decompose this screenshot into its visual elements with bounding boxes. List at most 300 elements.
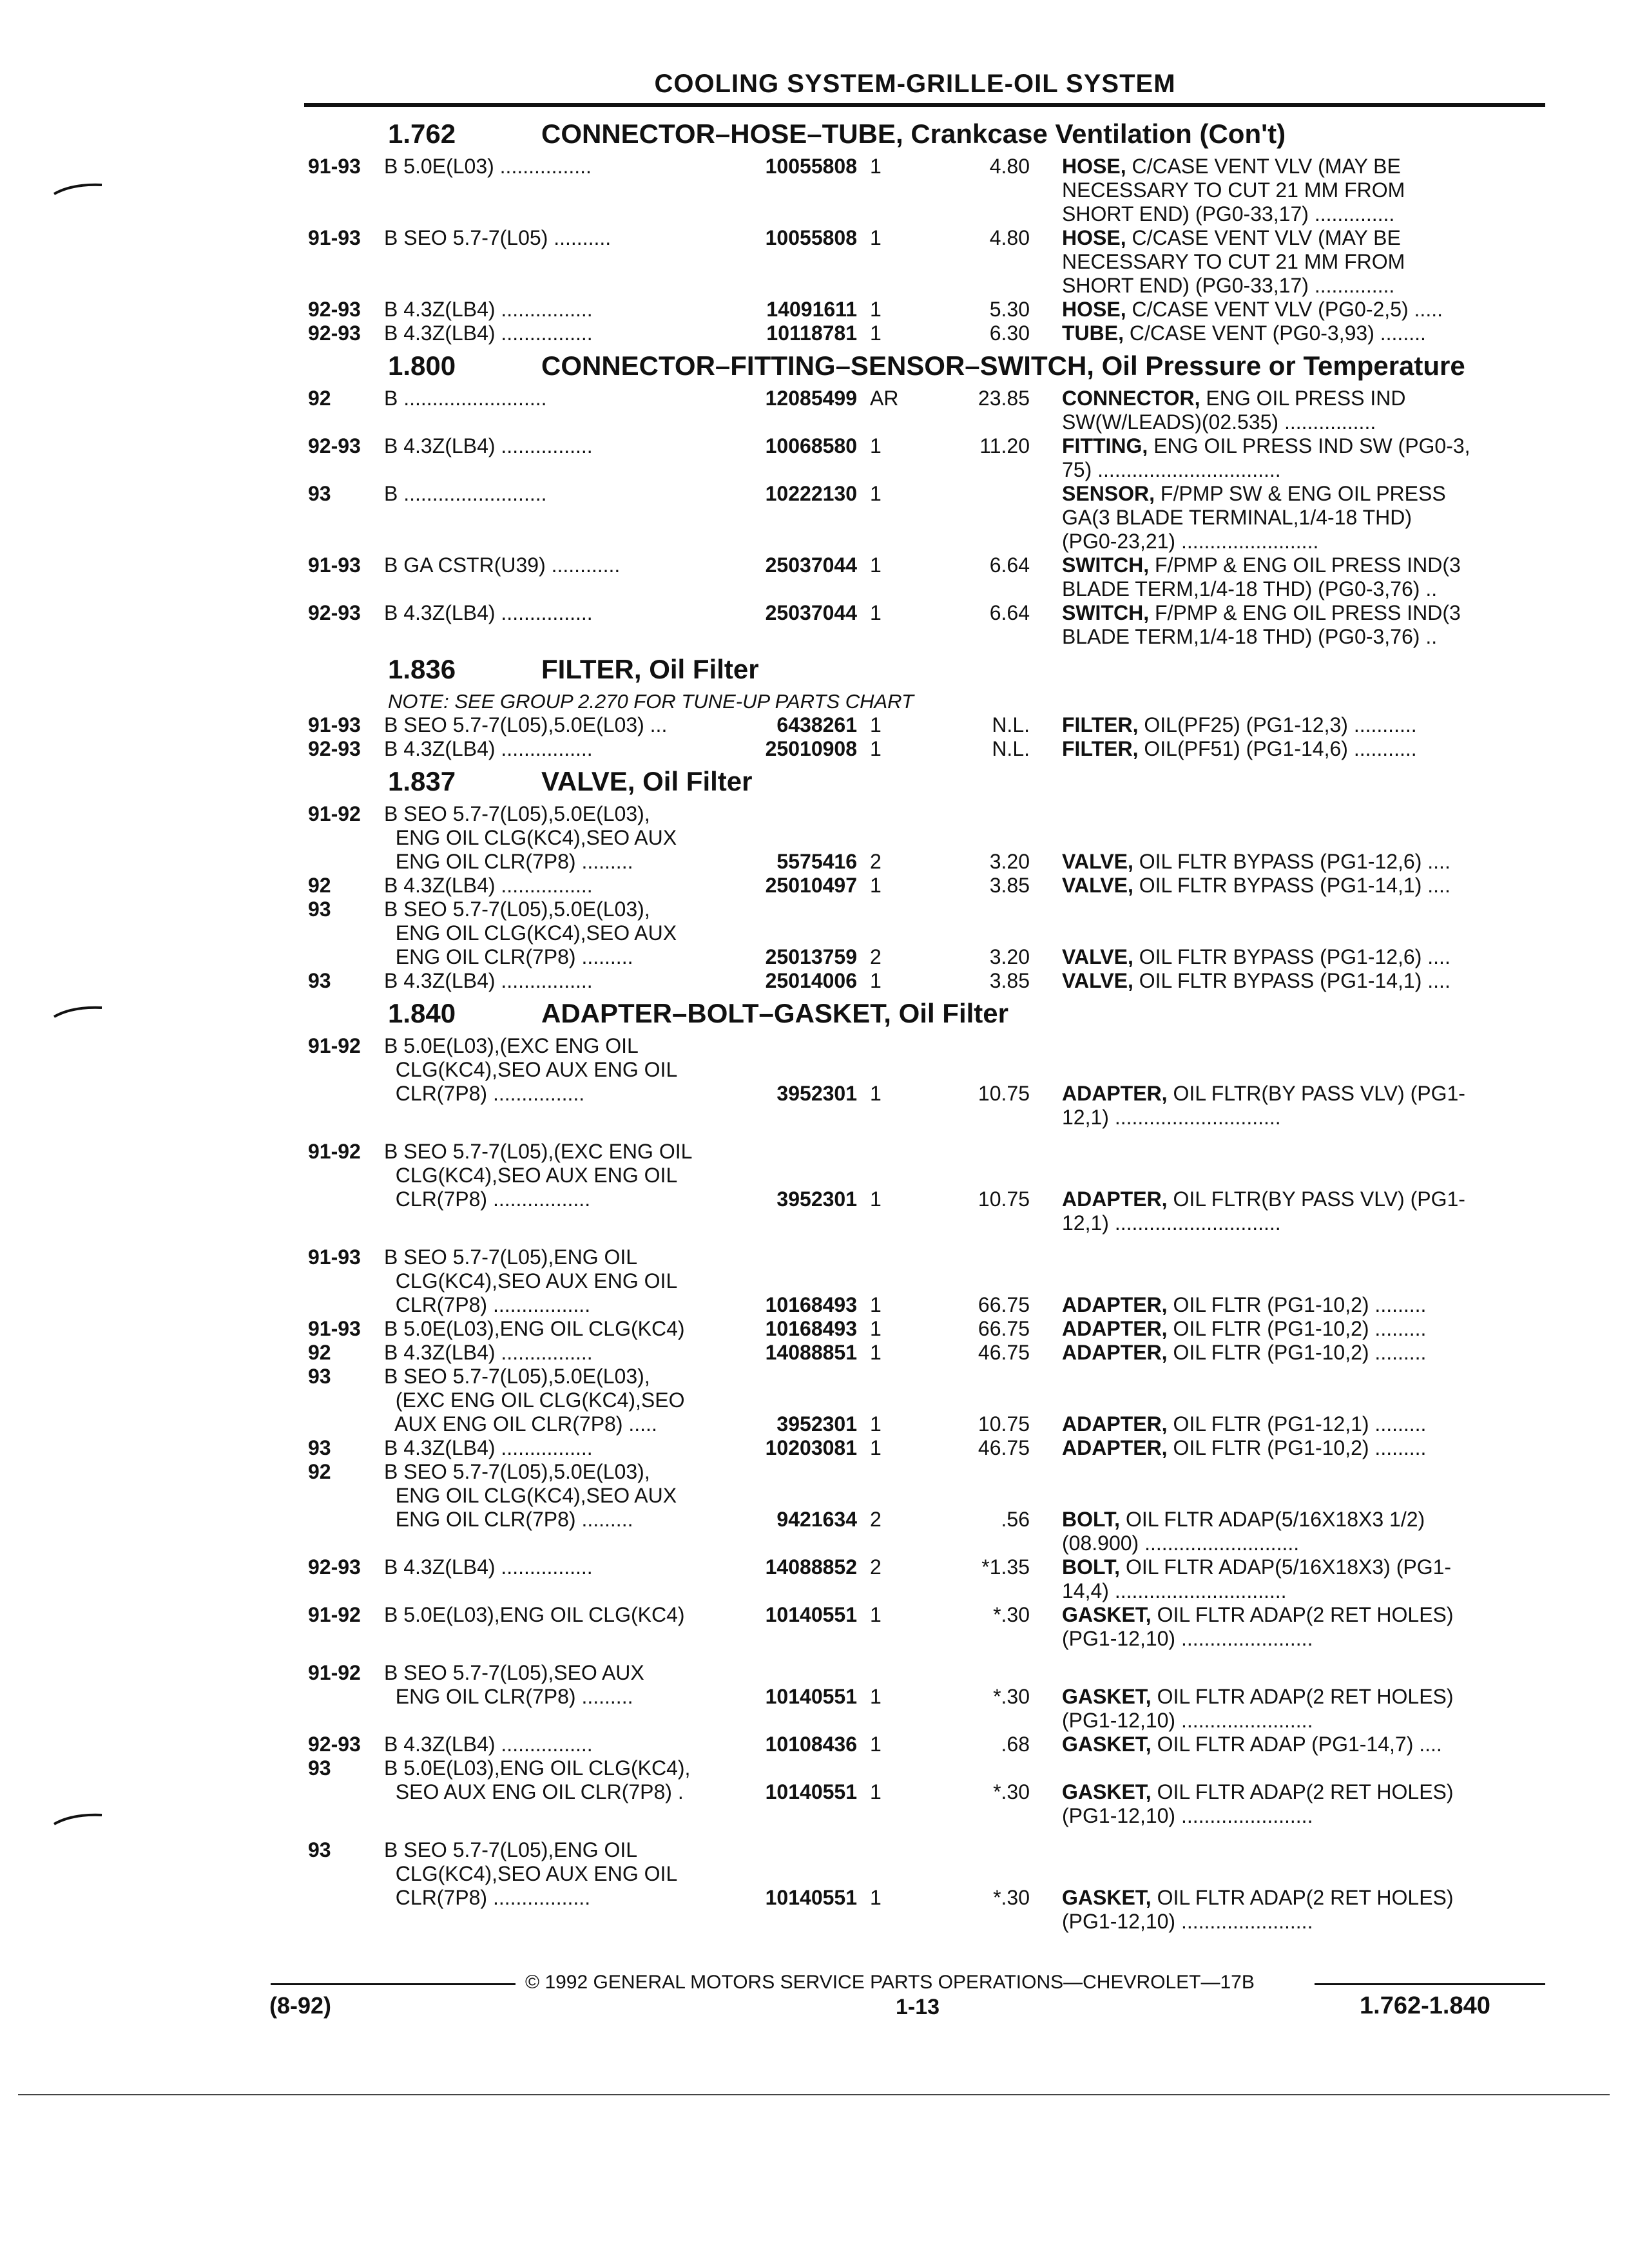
list-price: N.L.: [992, 713, 1030, 736]
list-price: .68: [1001, 1733, 1030, 1756]
scan-edge-line: [18, 2094, 1610, 2095]
parts-row: [0, 506, 1629, 530]
part-description: [1062, 155, 1401, 178]
part-description: [1062, 1886, 1454, 1910]
section-number: 1.836: [388, 654, 456, 684]
part-number: 10222130: [765, 482, 857, 505]
model-years: 93: [308, 1838, 331, 1861]
footer-rule: [1315, 1983, 1545, 1985]
list-price: 3.85: [989, 874, 1030, 897]
parts-row: [0, 1187, 1629, 1211]
description-continued: BLADE TERM,1/4-18 THD) (PG0-3,76) ..: [1062, 625, 1438, 648]
parts-row: [0, 969, 1629, 993]
footer-copyright: © 1992 GENERAL MOTORS SERVICE PARTS OPERATIONS—CHEVROLET—17B: [525, 1972, 1255, 1993]
quantity: 1: [870, 1685, 882, 1708]
model-engine-usage: B .........................: [384, 387, 547, 410]
quantity: 1: [870, 322, 882, 345]
part-description: [1062, 482, 1446, 506]
list-price: 6.64: [989, 601, 1030, 624]
part-detail: OIL FLTR ADAP(2 RET HOLES): [1151, 1603, 1454, 1626]
part-noun: HOSE,: [1062, 155, 1126, 178]
part-detail: C/CASE VENT VLV (MAY BE: [1126, 155, 1401, 178]
part-description: [1062, 1733, 1442, 1756]
model-engine-usage: CLG(KC4),SEO AUX ENG OIL: [384, 1862, 678, 1885]
list-price: 66.75: [978, 1317, 1030, 1340]
part-number: 10108436: [765, 1733, 857, 1756]
description-continued: 12,1) .............................: [1062, 1211, 1281, 1235]
part-detail: C/CASE VENT (PG0-3,93) ........: [1124, 322, 1426, 345]
part-number: 10140551: [765, 1886, 857, 1909]
footer-revision-date: (8-92): [269, 1992, 332, 2019]
part-noun: ADAPTER,: [1062, 1317, 1168, 1340]
parts-row: [0, 1365, 1629, 1389]
part-detail: OIL(PF51) (PG1-14,6) ...........: [1138, 737, 1417, 760]
description-continued: GA(3 BLADE TERMINAL,1/4-18 THD): [1062, 506, 1412, 529]
model-engine-usage: B SEO 5.7-7(L05),5.0E(L03),: [384, 1365, 650, 1388]
part-noun: VALVE,: [1062, 945, 1133, 968]
list-price: 46.75: [978, 1436, 1030, 1459]
part-detail: OIL FLTR ADAP(2 RET HOLES): [1151, 1685, 1454, 1708]
list-price: 3.85: [989, 969, 1030, 992]
part-number: 14088852: [765, 1555, 857, 1579]
parts-row: [0, 826, 1629, 850]
part-noun: ADAPTER,: [1062, 1436, 1168, 1459]
section-title: VALVE, Oil Filter: [541, 766, 753, 796]
model-engine-usage: CLG(KC4),SEO AUX ENG OIL: [384, 1164, 678, 1187]
part-noun: HOSE,: [1062, 226, 1126, 249]
section-title: FILTER, Oil Filter: [541, 654, 759, 684]
parts-row: [0, 1532, 1629, 1555]
section-header: [0, 761, 1629, 802]
parts-row: [0, 322, 1629, 345]
list-price: *.30: [993, 1603, 1030, 1626]
part-description: [1062, 737, 1417, 761]
list-price: 10.75: [978, 1412, 1030, 1436]
section-title: CONNECTOR–HOSE–TUBE, Crankcase Ventilation (Con't): [541, 119, 1286, 149]
parts-row: [0, 713, 1629, 737]
quantity: 1: [870, 226, 882, 249]
model-engine-usage: AUX ENG OIL CLR(7P8) .....: [384, 1412, 657, 1436]
part-detail: OIL FLTR(BY PASS VLV) (PG1-: [1167, 1082, 1465, 1105]
part-noun: ADAPTER,: [1062, 1293, 1168, 1316]
model-engine-usage: CLG(KC4),SEO AUX ENG OIL: [384, 1269, 678, 1293]
parts-row: [0, 1293, 1629, 1317]
model-years: 91-92: [308, 1034, 361, 1057]
list-price: 6.30: [989, 322, 1030, 345]
part-number: 12085499: [765, 387, 857, 410]
part-detail: F/PMP & ENG OIL PRESS IND(3: [1149, 601, 1461, 624]
model-years: 92-93: [308, 322, 361, 345]
section-number: 1.840: [388, 998, 456, 1028]
quantity: 1: [870, 1780, 882, 1803]
model-years: 91-93: [308, 155, 361, 178]
parts-row: [0, 1269, 1629, 1293]
model-years: 91-93: [308, 1317, 361, 1340]
part-noun: GASKET,: [1062, 1780, 1152, 1803]
part-number: 9421634: [776, 1508, 857, 1531]
model-years: 92-93: [308, 434, 361, 457]
parts-row: [0, 1627, 1629, 1651]
part-description: [1062, 969, 1451, 993]
parts-row: [0, 1780, 1629, 1804]
parts-row: [0, 1245, 1629, 1269]
part-number: 10168493: [765, 1317, 857, 1340]
part-detail: OIL(PF25) (PG1-12,3) ...........: [1138, 713, 1417, 736]
row-gap: [0, 1129, 1629, 1140]
parts-row: [0, 1555, 1629, 1579]
part-detail: C/CASE VENT VLV (PG0-2,5) .....: [1126, 298, 1443, 321]
model-engine-usage: B SEO 5.7-7(L05),5.0E(L03),: [384, 1460, 650, 1483]
parts-row: [0, 1484, 1629, 1508]
description-continued: (PG1-12,10) .......................: [1062, 1709, 1313, 1732]
part-description: [1062, 434, 1470, 458]
part-detail: OIL FLTR BYPASS (PG1-12,6) ....: [1133, 945, 1451, 968]
part-noun: FITTING,: [1062, 434, 1148, 457]
parts-row: [0, 250, 1629, 274]
parts-row: [0, 577, 1629, 601]
list-price: 10.75: [978, 1187, 1030, 1211]
part-description: [1062, 713, 1417, 737]
model-engine-usage: B .........................: [384, 482, 547, 505]
model-engine-usage: ENG OIL CLR(7P8) .........: [384, 1508, 633, 1531]
parts-row: [0, 1211, 1629, 1235]
parts-row: [0, 553, 1629, 577]
description-continued: SHORT END) (PG0-33,17) ..............: [1062, 202, 1395, 226]
section-note: [0, 690, 1629, 713]
part-description: [1062, 1412, 1426, 1436]
part-number: 10068580: [765, 434, 857, 457]
part-noun: VALVE,: [1062, 969, 1133, 992]
part-noun: GASKET,: [1062, 1685, 1152, 1708]
model-engine-usage: B SEO 5.7-7(L05),ENG OIL: [384, 1838, 638, 1861]
parts-row: [0, 1603, 1629, 1627]
list-price: *1.35: [981, 1555, 1030, 1579]
part-noun: BOLT,: [1062, 1508, 1121, 1531]
parts-row: [0, 1436, 1629, 1460]
model-years: 91-93: [308, 226, 361, 249]
description-continued: 12,1) .............................: [1062, 1106, 1281, 1129]
parts-row: [0, 1910, 1629, 1934]
section-number: 1.762: [388, 119, 456, 149]
description-continued: 75) ................................: [1062, 458, 1281, 481]
parts-row: [0, 1862, 1629, 1886]
part-number: 14088851: [765, 1341, 857, 1364]
part-description: [1062, 226, 1401, 250]
quantity: 1: [870, 155, 882, 178]
parts-row: [0, 178, 1629, 202]
list-price: 10.75: [978, 1082, 1030, 1105]
part-description: [1062, 1780, 1454, 1804]
part-description: [1062, 1603, 1454, 1627]
part-description: [1062, 1508, 1425, 1532]
part-description: [1062, 387, 1405, 410]
parts-row: [0, 1733, 1629, 1756]
model-engine-usage: SEO AUX ENG OIL CLR(7P8) .: [384, 1780, 684, 1803]
part-detail: OIL FLTR(BY PASS VLV) (PG1-: [1167, 1187, 1465, 1211]
part-number: 6438261: [776, 713, 857, 736]
section-header: [0, 993, 1629, 1034]
parts-row: [0, 1106, 1629, 1129]
model-years: 91-92: [308, 802, 361, 825]
model-engine-usage: B SEO 5.7-7(L05),5.0E(L03),: [384, 802, 650, 825]
model-engine-usage: CLG(KC4),SEO AUX ENG OIL: [384, 1058, 678, 1081]
list-price: *.30: [993, 1685, 1030, 1708]
list-price: 66.75: [978, 1293, 1030, 1316]
model-years: 93: [308, 482, 331, 505]
model-engine-usage: B 4.3Z(LB4) ................: [384, 322, 593, 345]
quantity: 1: [870, 1603, 882, 1626]
description-continued: NECESSARY TO CUT 21 MM FROM: [1062, 250, 1405, 273]
model-years: 92-93: [308, 1555, 361, 1579]
parts-row: [0, 458, 1629, 482]
part-number: 14091611: [766, 298, 857, 321]
list-price: 3.20: [989, 945, 1030, 968]
model-engine-usage: B 4.3Z(LB4) ................: [384, 737, 593, 760]
part-noun: ADAPTER,: [1062, 1187, 1168, 1211]
quantity: 1: [870, 1341, 882, 1364]
section-title: CONNECTOR–FITTING–SENSOR–SWITCH, Oil Pressure or Temperature: [541, 351, 1465, 381]
part-number: 25037044: [765, 601, 857, 624]
parts-row: [0, 1164, 1629, 1187]
list-price: 46.75: [978, 1341, 1030, 1364]
part-noun: CONNECTOR,: [1062, 387, 1200, 410]
model-years: 92: [308, 387, 331, 410]
model-years: 92: [308, 1460, 331, 1483]
model-engine-usage: B 4.3Z(LB4) ................: [384, 874, 593, 897]
part-number: 25010497: [765, 874, 857, 897]
part-noun: GASKET,: [1062, 1603, 1152, 1626]
quantity: 1: [870, 1293, 882, 1316]
model-engine-usage: ENG OIL CLG(KC4),SEO AUX: [384, 921, 677, 945]
model-engine-usage: B 5.0E(L03),ENG OIL CLG(KC4): [384, 1603, 685, 1626]
description-continued: (PG1-12,10) .......................: [1062, 1627, 1313, 1650]
part-detail: ENG OIL PRESS IND: [1200, 387, 1406, 410]
section-title: ADAPTER–BOLT–GASKET, Oil Filter: [541, 998, 1008, 1028]
part-noun: ADAPTER,: [1062, 1082, 1168, 1105]
section-header: [0, 345, 1629, 387]
model-engine-usage: CLR(7P8) .................: [384, 1293, 591, 1316]
quantity: 1: [870, 553, 882, 577]
model-engine-usage: B SEO 5.7-7(L05),(EXC ENG OIL: [384, 1140, 693, 1163]
part-detail: F/PMP SW & ENG OIL PRESS: [1155, 482, 1446, 505]
part-number: 10055808: [765, 155, 857, 178]
model-engine-usage: B 5.0E(L03),ENG OIL CLG(KC4): [384, 1317, 685, 1340]
part-detail: ENG OIL PRESS IND SW (PG0-3,: [1148, 434, 1470, 457]
quantity: 2: [870, 850, 882, 873]
quantity: 1: [870, 601, 882, 624]
model-engine-usage: B SEO 5.7-7(L05),ENG OIL: [384, 1245, 638, 1269]
part-noun: SWITCH,: [1062, 601, 1150, 624]
model-engine-usage: B 4.3Z(LB4) ................: [384, 298, 593, 321]
model-engine-usage: B SEO 5.7-7(L05),5.0E(L03),: [384, 898, 650, 921]
parts-row: [0, 1034, 1629, 1058]
parts-row: [0, 202, 1629, 226]
parts-row: [0, 1140, 1629, 1164]
part-description: [1062, 1317, 1426, 1341]
model-engine-usage: ENG OIL CLR(7P8) .........: [384, 1685, 633, 1708]
parts-row: [0, 802, 1629, 826]
model-engine-usage: B 4.3Z(LB4) ................: [384, 434, 593, 457]
description-continued: SHORT END) (PG0-33,17) ..............: [1062, 274, 1395, 297]
parts-listing: [0, 113, 1629, 1934]
model-engine-usage: CLR(7P8) ................: [384, 1082, 585, 1105]
part-detail: OIL FLTR ADAP(5/16X18X3) (PG1-: [1120, 1555, 1452, 1579]
part-description: [1062, 553, 1461, 577]
model-engine-usage: B 4.3Z(LB4) ................: [384, 1555, 593, 1579]
model-engine-usage: CLR(7P8) .................: [384, 1886, 591, 1909]
part-noun: SWITCH,: [1062, 553, 1150, 577]
parts-row: [0, 226, 1629, 250]
model-years: 92: [308, 874, 331, 897]
part-noun: SENSOR,: [1062, 482, 1155, 505]
footer-page-number: 1-13: [896, 1995, 940, 2019]
part-detail: C/CASE VENT VLV (MAY BE: [1126, 226, 1401, 249]
quantity: 2: [870, 1555, 882, 1579]
list-price: 6.64: [989, 553, 1030, 577]
part-noun: HOSE,: [1062, 298, 1126, 321]
list-price: N.L.: [992, 737, 1030, 760]
part-detail: OIL FLTR (PG1-10,2) .........: [1167, 1293, 1427, 1316]
parts-row: [0, 1508, 1629, 1532]
list-price: 4.80: [989, 226, 1030, 249]
part-number: 25010908: [765, 737, 857, 760]
part-detail: OIL FLTR (PG1-12,1) .........: [1167, 1412, 1427, 1436]
part-noun: VALVE,: [1062, 850, 1133, 873]
footer-rule: [271, 1983, 516, 1985]
part-description: [1062, 1293, 1426, 1317]
model-years: 91-92: [308, 1661, 361, 1684]
part-detail: OIL FLTR ADAP(2 RET HOLES): [1151, 1780, 1454, 1803]
parts-row: [0, 1886, 1629, 1910]
parts-row: [0, 737, 1629, 761]
model-engine-usage: B GA CSTR(U39) ............: [384, 553, 621, 577]
parts-row: [0, 945, 1629, 969]
model-years: 91-93: [308, 713, 361, 736]
model-engine-usage: B 4.3Z(LB4) ................: [384, 1436, 593, 1459]
part-noun: VALVE,: [1062, 874, 1133, 897]
part-detail: OIL FLTR ADAP(5/16X18X3 1/2): [1120, 1508, 1425, 1531]
parts-row: [0, 482, 1629, 506]
description-continued: SW(W/LEADS)(02.535) ................: [1062, 410, 1376, 434]
parts-row: [0, 1058, 1629, 1082]
parts-row: [0, 298, 1629, 322]
model-years: 91-92: [308, 1603, 361, 1626]
quantity: 1: [870, 1436, 882, 1459]
list-price: *.30: [993, 1886, 1030, 1909]
section-header: [0, 113, 1629, 155]
part-description: [1062, 1436, 1426, 1460]
part-description: [1062, 298, 1443, 322]
parts-row: [0, 1756, 1629, 1780]
parts-row: [0, 1838, 1629, 1862]
section-number: 1.800: [388, 351, 456, 381]
note-text: NOTE: SEE GROUP 2.270 FOR TUNE-UP PARTS CHART: [388, 690, 914, 713]
model-years: 91-93: [308, 1245, 361, 1269]
quantity: 1: [870, 713, 882, 736]
model-engine-usage: ENG OIL CLG(KC4),SEO AUX: [384, 1484, 677, 1507]
model-engine-usage: B 4.3Z(LB4) ................: [384, 1733, 593, 1756]
quantity: 1: [870, 1412, 882, 1436]
part-noun: GASKET,: [1062, 1733, 1152, 1756]
list-price: 11.20: [979, 434, 1030, 457]
part-description: [1062, 1341, 1426, 1365]
part-description: [1062, 945, 1451, 969]
model-engine-usage: B 5.0E(L03),(EXC ENG OIL: [384, 1034, 639, 1057]
part-number: 25014006: [765, 969, 857, 992]
list-price: 4.80: [989, 155, 1030, 178]
model-years: 92: [308, 1341, 331, 1364]
part-description: [1062, 874, 1451, 898]
parts-row: [0, 850, 1629, 874]
parts-row: [0, 921, 1629, 945]
parts-row: [0, 1685, 1629, 1709]
part-noun: ADAPTER,: [1062, 1341, 1168, 1364]
part-noun: BOLT,: [1062, 1555, 1121, 1579]
parts-row: [0, 1412, 1629, 1436]
parts-row: [0, 1579, 1629, 1603]
list-price: .56: [1001, 1508, 1030, 1531]
header-rule: [304, 103, 1545, 107]
list-price: 5.30: [989, 298, 1030, 321]
parts-row: [0, 1341, 1629, 1365]
quantity: 1: [870, 874, 882, 897]
parts-row: [0, 1460, 1629, 1484]
model-engine-usage: B SEO 5.7-7(L05),5.0E(L03) ...: [384, 713, 668, 736]
list-price: *.30: [993, 1780, 1030, 1803]
section-number: 1.837: [388, 766, 456, 796]
section-header: [0, 649, 1629, 690]
model-engine-usage: B 4.3Z(LB4) ................: [384, 969, 593, 992]
part-detail: OIL FLTR BYPASS (PG1-12,6) ....: [1133, 850, 1451, 873]
parts-row: [0, 434, 1629, 458]
quantity: 1: [870, 1317, 882, 1340]
part-number: 10140551: [765, 1603, 857, 1626]
model-years: 93: [308, 1365, 331, 1388]
model-engine-usage: B 5.0E(L03),ENG OIL CLG(KC4),: [384, 1756, 691, 1780]
parts-row: [0, 410, 1629, 434]
model-years: 92-93: [308, 1733, 361, 1756]
model-years: 91-92: [308, 1140, 361, 1163]
row-gap: [0, 1651, 1629, 1661]
quantity: 1: [870, 482, 882, 505]
parts-row: [0, 1709, 1629, 1733]
row-gap: [0, 1235, 1629, 1245]
part-description: [1062, 1187, 1465, 1211]
part-description: [1062, 322, 1426, 345]
part-number: 10168493: [765, 1293, 857, 1316]
parts-row: [0, 625, 1629, 649]
part-number: 10140551: [765, 1685, 857, 1708]
quantity: 2: [870, 945, 882, 968]
parts-row: [0, 530, 1629, 553]
part-noun: FILTER,: [1062, 713, 1139, 736]
quantity: 1: [870, 1082, 882, 1105]
model-years: 92-93: [308, 298, 361, 321]
description-continued: (PG1-12,10) .......................: [1062, 1910, 1313, 1933]
model-years: 92-93: [308, 737, 361, 760]
part-noun: ADAPTER,: [1062, 1412, 1168, 1436]
model-engine-usage: B 4.3Z(LB4) ................: [384, 601, 593, 624]
model-engine-usage: B 4.3Z(LB4) ................: [384, 1341, 593, 1364]
part-number: 3952301: [776, 1412, 857, 1436]
description-continued: 14,4) ..............................: [1062, 1579, 1287, 1602]
description-continued: BLADE TERM,1/4-18 THD) (PG0-3,76) ..: [1062, 577, 1438, 601]
parts-row: [0, 898, 1629, 921]
model-engine-usage: B SEO 5.7-7(L05),SEO AUX: [384, 1661, 644, 1684]
part-number: 25013759: [765, 945, 857, 968]
part-number: 10203081: [765, 1436, 857, 1459]
part-detail: OIL FLTR BYPASS (PG1-14,1) ....: [1133, 969, 1451, 992]
